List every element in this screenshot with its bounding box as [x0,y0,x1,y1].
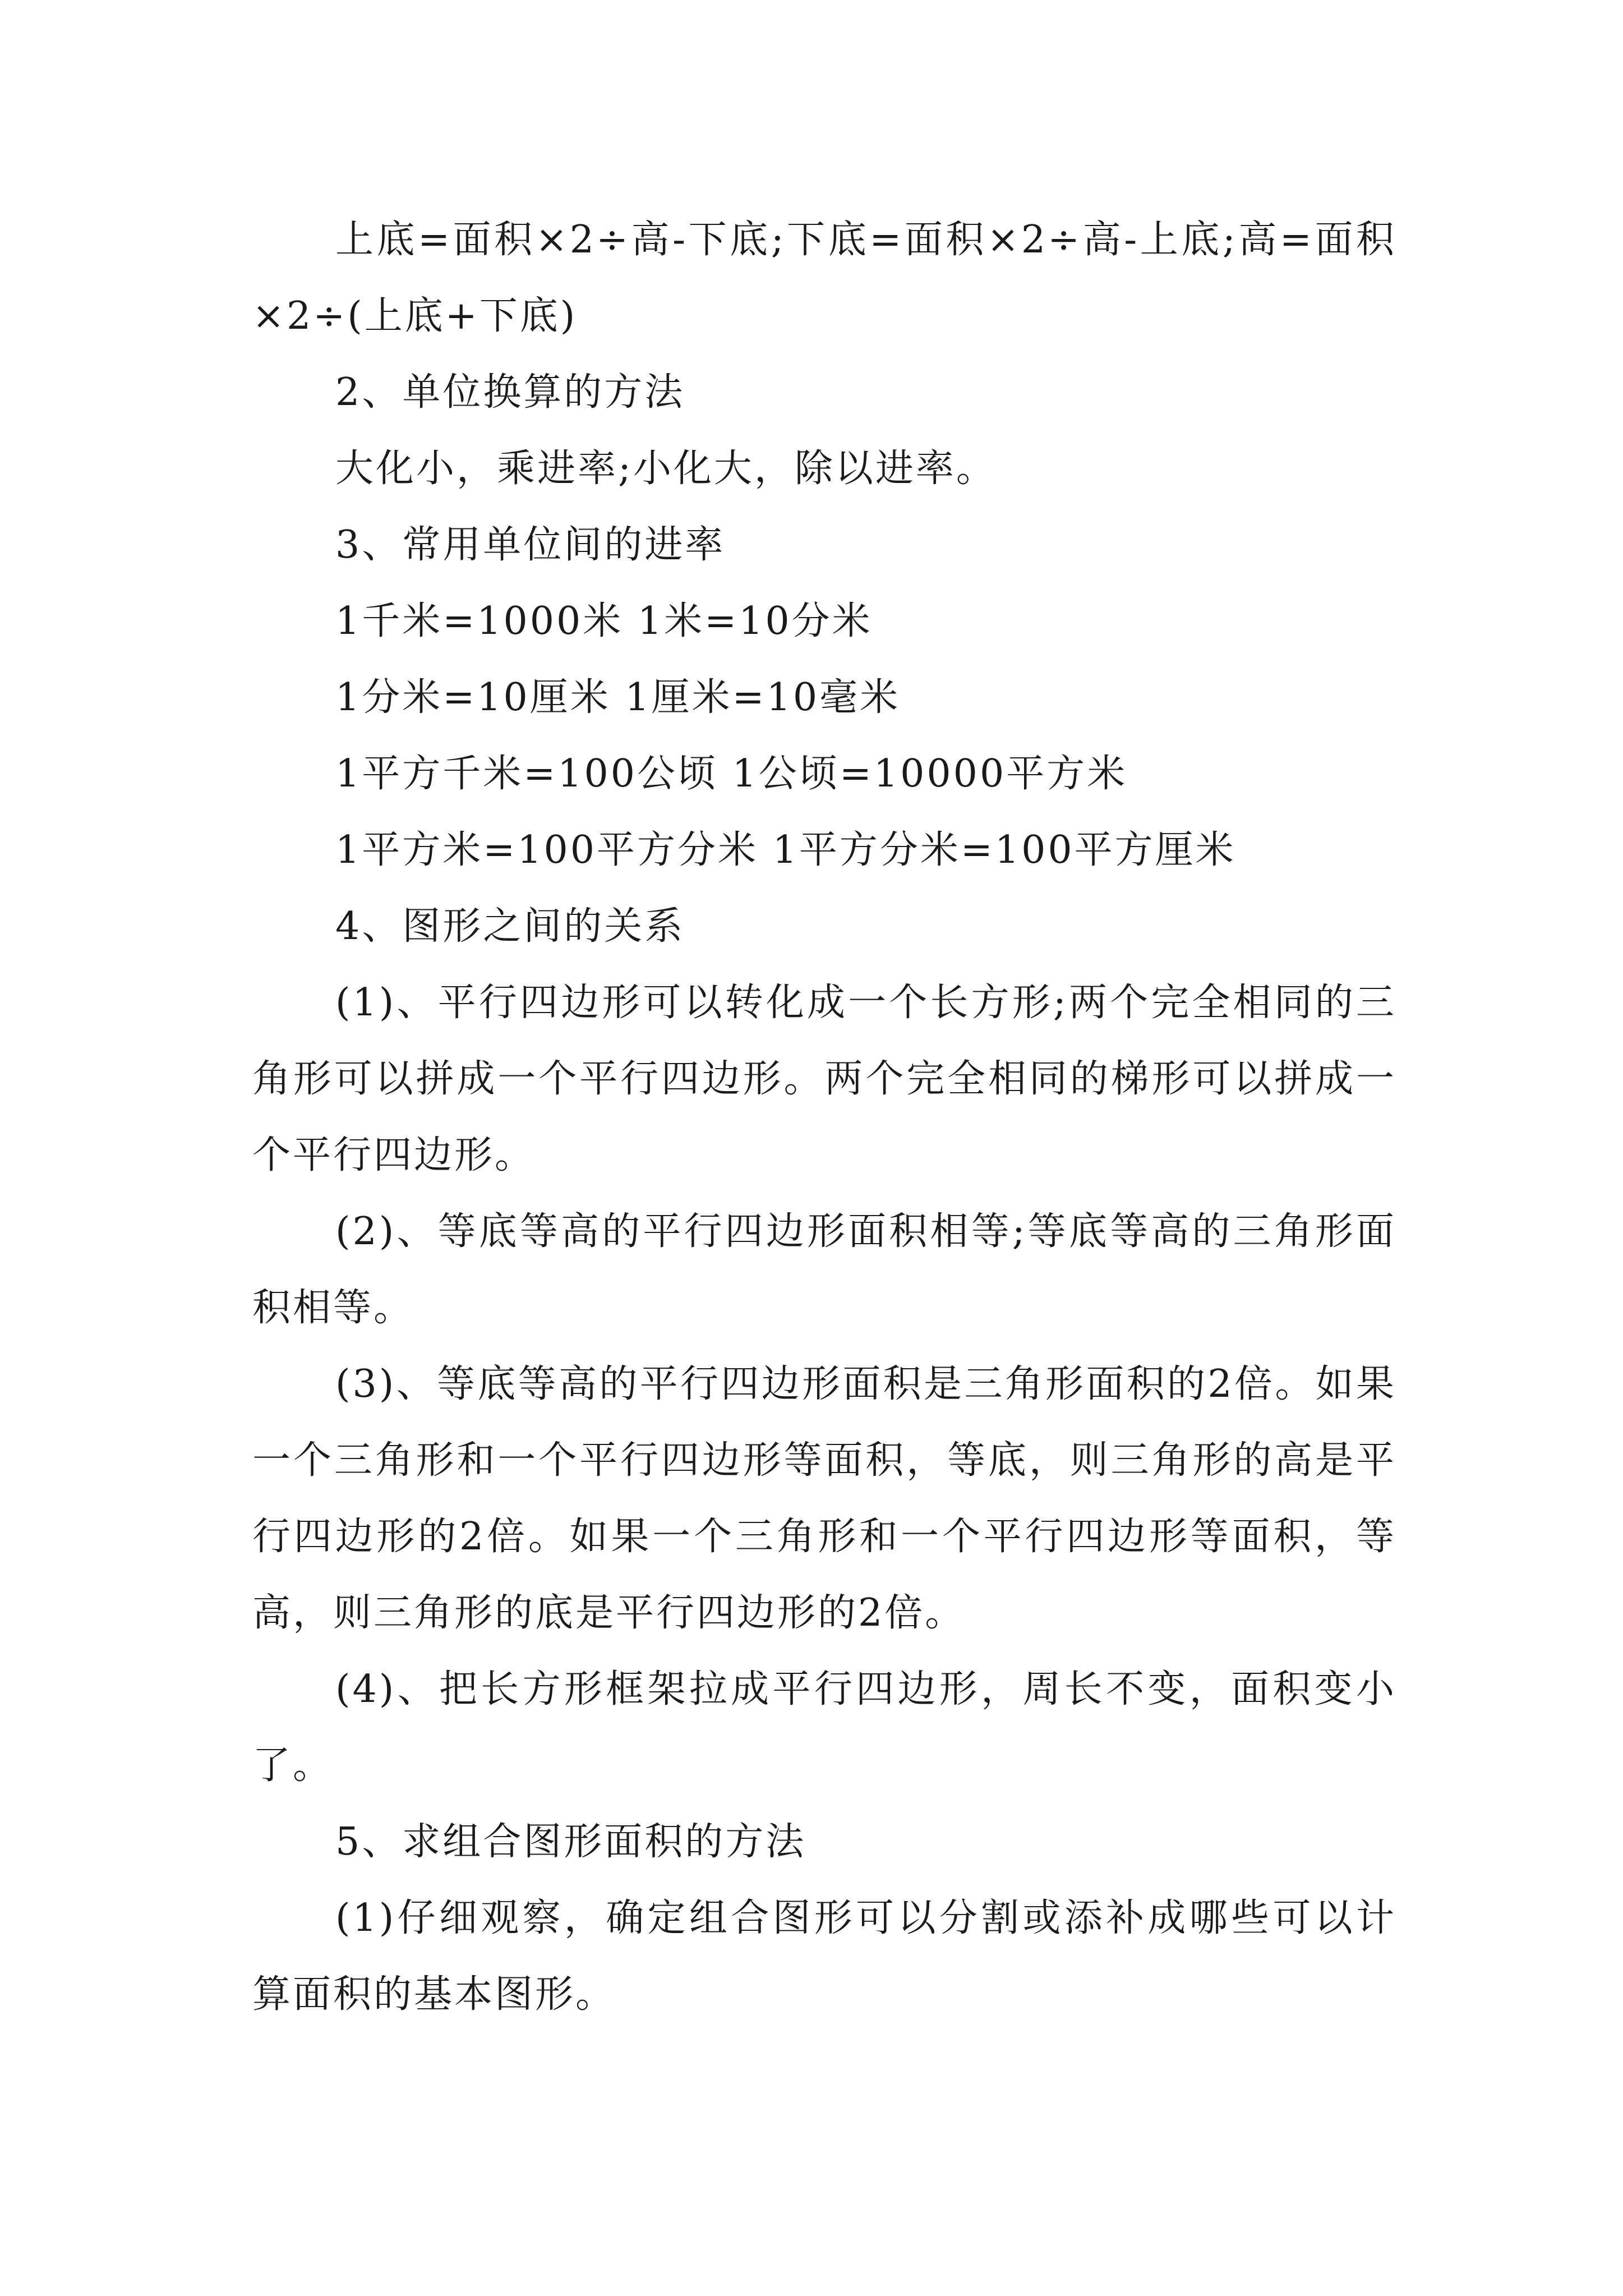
shape-relation-paragraph: (3)、等底等高的平行四边形面积是三角形面积的2倍。如果一个三角形和一个平行四边形等面积，等底，则三角形的高是平行四边形的2倍。如果一个三角形和一个平行四边形等面积，等高，则三角形的底是平行四边形的2倍。 [252,1362,1396,1635]
shape-relation-paragraph: (2)、等底等高的平行四边形面积相等;等底等高的三角形面积相等。 [252,1209,1396,1330]
section-heading-unit-conversion: 2、单位换算的方法 [335,370,685,415]
unit-rate-line: 1分米=10厘米 1厘米=10毫米 [335,675,901,720]
section-heading-unit-rates: 3、常用单位间的进率 [335,523,726,567]
section-heading-shape-relations: 4、图形之间的关系 [335,904,685,949]
shape-relation-paragraph: (4)、把长方形框架拉成平行四边形，周长不变，面积变小了。 [252,1667,1396,1788]
shape-relation-paragraph: (1)、平行四边形可以转化成一个长方形;两个完全相同的三角形可以拼成一个平行四边形。两个完全相同的梯形可以拼成一个平行四边形。 [252,981,1396,1177]
unit-conversion-rule: 大化小，乘进率;小化大，除以进率。 [335,447,997,491]
trapezoid-formulas-paragraph: 上底=面积×2÷高-下底;下底=面积×2÷高-上底;高=面积×2÷(上底+下底) [252,218,1396,338]
unit-rate-line: 1平方千米=100公顷 1公顷=10000平方米 [335,752,1128,796]
unit-rate-line: 1平方米=100平方分米 1平方分米=100平方厘米 [335,828,1236,872]
composite-area-paragraph: (1)仔细观察，确定组合图形可以分割或添补成哪些可以计算面积的基本图形。 [252,1896,1396,2017]
unit-rate-line: 1千米=1000米 1米=10分米 [335,599,873,643]
document-body [252,202,1396,2033]
section-heading-composite-area: 5、求组合图形面积的方法 [335,1820,806,1864]
